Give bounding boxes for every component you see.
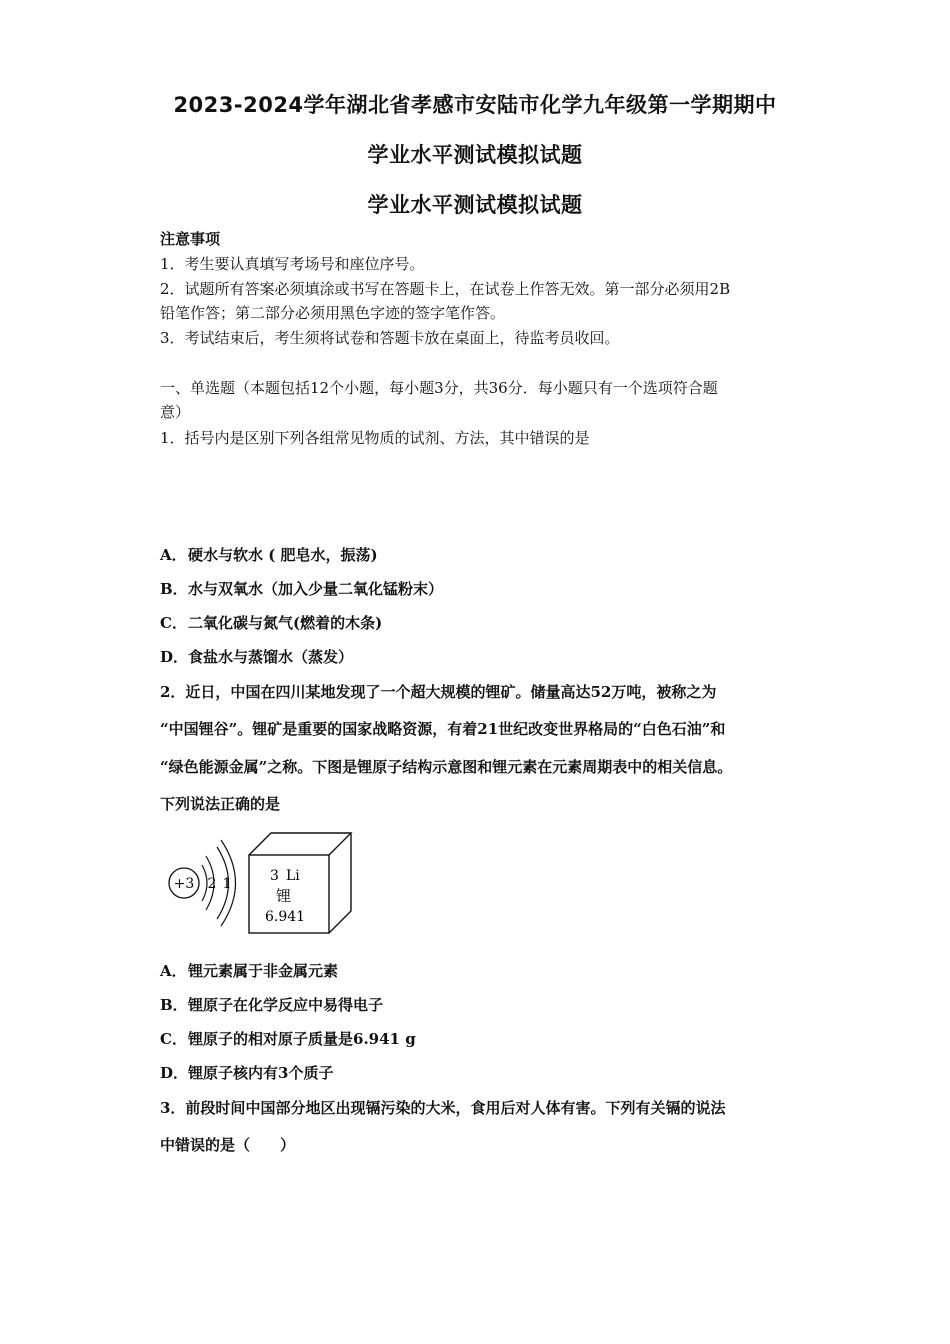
periodic-table-cell xyxy=(249,833,351,933)
lithium-figure xyxy=(160,825,360,937)
atom-structure-diagram xyxy=(169,840,236,926)
notice-item-2-line1: 2．试题所有答案必须填涂或书写在答题卡上，在试卷上作答无效。第一部分必须用2B xyxy=(160,280,731,298)
option-letter: A． xyxy=(160,962,187,980)
notice-item-1: 1．考生要认真填写考场号和座位序号。 xyxy=(160,255,425,273)
cell-side-face xyxy=(329,833,351,933)
option-text: 锂元素属于非金属元素 xyxy=(188,962,339,980)
question-3-stem-line1: 3．前段时间中国部分地区出现镉污染的大米，食用后对人体有害。下列有关镉的说法 xyxy=(160,1099,726,1117)
electron-shell-1 xyxy=(202,865,207,901)
question-1-stem: 1．括号内是区别下列各组常见物质的试剂、方法，其中错误的是 xyxy=(160,429,590,447)
option-letter: C． xyxy=(160,614,187,632)
option-letter: D． xyxy=(160,1064,189,1082)
exam-title-line1: 2023-2024学年湖北省孝感市安陆市化学九年级第一学期期中 xyxy=(173,93,777,117)
q2-option-c xyxy=(160,1028,416,1049)
question-2-stem-line3: “绿色能源金属”之称。下图是锂原子结构示意图和锂元素在元素周期表中的相关信息。 xyxy=(160,758,733,776)
option-letter: D． xyxy=(160,648,189,666)
question-2-stem-line2: “中国锂谷”。锂矿是重要的国家战略资源，有着21世纪改变世界格局的“白色石油”和 xyxy=(160,720,726,738)
notice-heading: 注意事项 xyxy=(160,230,221,248)
atomic-number: 3 xyxy=(270,868,279,884)
option-letter: C． xyxy=(160,1030,187,1048)
element-name: 锂 xyxy=(276,887,292,905)
q2-option-d xyxy=(160,1062,333,1083)
option-letter: B． xyxy=(160,580,188,598)
question-2-stem-line1: 2．近日，中国在四川某地发现了一个超大规模的锂矿。储量高达52万吨，被称之为 xyxy=(160,683,717,701)
q1-option-d xyxy=(160,646,353,667)
option-text: 锂原子核内有3个质子 xyxy=(188,1064,334,1082)
option-text: 硬水与软水 ( 肥皂水，振荡) xyxy=(188,546,378,564)
option-text: 锂原子在化学反应中易得电子 xyxy=(188,996,384,1014)
option-text: 食盐水与蒸馏水（蒸发） xyxy=(188,648,354,666)
atomic-mass: 6.941 xyxy=(265,909,306,925)
exam-title-line3: 学业水平测试模拟试题 xyxy=(367,193,583,217)
exam-title-line2: 学业水平测试模拟试题 xyxy=(367,143,583,167)
q1-option-c xyxy=(160,612,382,633)
section-heading-line2: 意） xyxy=(160,403,191,421)
notice-item-3: 3．考试结束后，考生须将试卷和答题卡放在桌面上，待监考员收回。 xyxy=(160,329,620,347)
q1-option-a xyxy=(160,544,378,565)
element-symbol: Li xyxy=(286,868,300,884)
option-text: 水与双氧水（加入少量二氧化锰粉末） xyxy=(188,580,444,598)
option-letter: A． xyxy=(160,546,187,564)
q2-option-b xyxy=(160,994,383,1015)
section-heading-line1: 一、单选题（本题包括12个小题，每小题3分，共36分．每小题只有一个选项符合题 xyxy=(160,379,718,397)
q2-option-a xyxy=(160,960,338,981)
shell2-electrons: 1 xyxy=(222,876,232,892)
question-2-stem-line4: 下列说法正确的是 xyxy=(160,795,281,813)
shell1-electrons: 2 xyxy=(207,876,217,892)
notice-item-2-line2: 铅笔作答；第二部分必须用黑色字迹的签字笔作答。 xyxy=(160,304,506,322)
option-text: 二氧化碳与氮气(燃着的木条) xyxy=(188,614,383,632)
cell-top-face xyxy=(249,833,351,855)
nucleus-charge: +3 xyxy=(173,876,195,892)
option-letter: B． xyxy=(160,996,188,1014)
question-3-stem-line2: 中错误的是（ ） xyxy=(160,1136,296,1154)
q1-option-b xyxy=(160,578,443,599)
option-text: 锂原子的相对原子质量是6.941 g xyxy=(188,1030,416,1048)
